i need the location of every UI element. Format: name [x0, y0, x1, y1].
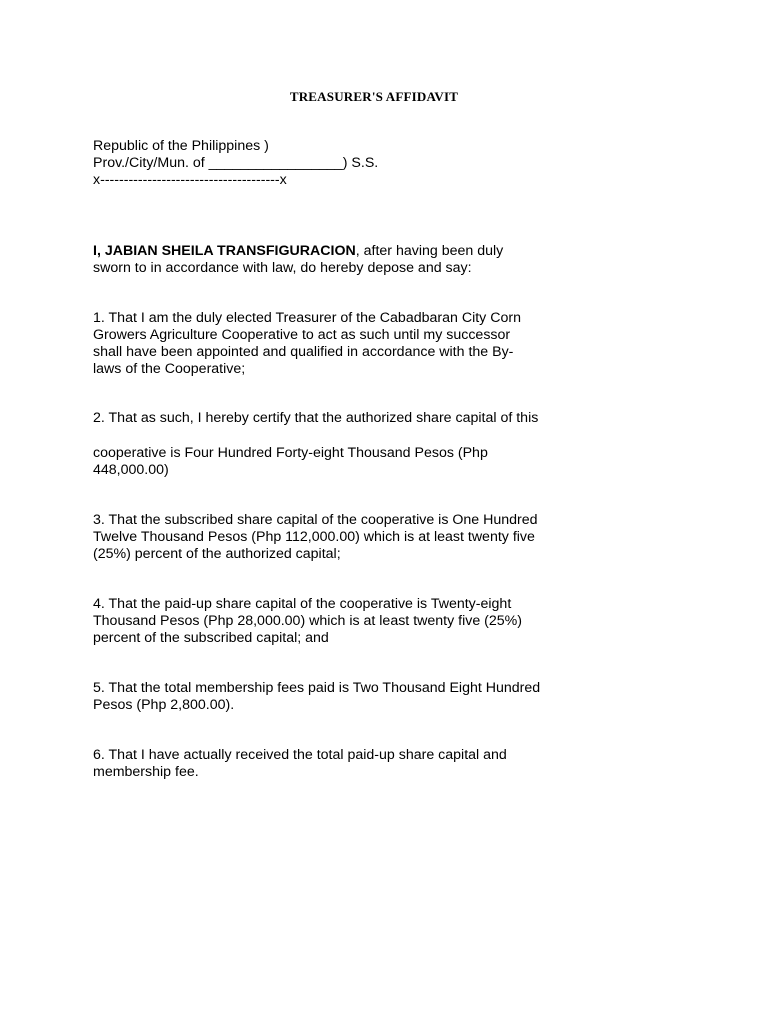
paragraph-1-line: shall have been appointed and qualified in accordance with the By- — [93, 344, 514, 360]
venue-line-2: Prov./City/Mun. of _________________) S.S. — [93, 155, 379, 171]
paragraph-3-line: Twelve Thousand Pesos (Php 112,000.00) which is at least twenty five — [93, 529, 535, 545]
intro-line-2: sworn to in accordance with law, do hereby depose and say: — [93, 260, 472, 276]
paragraph-6-line: membership fee. — [93, 764, 199, 780]
paragraph-5-line: Pesos (Php 2,800.00). — [93, 697, 235, 713]
intro-paragraph — [93, 243, 593, 277]
intro-line-1-rest: , after having been duly — [355, 243, 504, 259]
paragraph-5-line: 5. That the total membership fees paid is Two Thousand Eight Hundred — [93, 680, 541, 696]
venue-line-3: x--------------------------------------x — [93, 172, 287, 188]
paragraph-4-line: percent of the subscribed capital; and — [93, 630, 329, 646]
affiant-name: I, JABIAN SHEILA TRANSFIGURACION — [93, 243, 356, 259]
venue-block — [93, 138, 593, 189]
paragraph-2-line: 448,000.00) — [93, 462, 169, 478]
paragraph-4-line: Thousand Pesos (Php 28,000.00) which is at least twenty five (25%) — [93, 613, 523, 629]
paragraph-3-line: (25%) percent of the authorized capital; — [93, 546, 341, 562]
paragraph-5 — [93, 680, 593, 714]
paragraph-6-line: 6. That I have actually received the total paid-up share capital and — [93, 747, 507, 763]
paragraph-2-continued — [93, 445, 593, 479]
paragraph-2-first-line — [93, 410, 593, 427]
paragraph-1-line: Growers Agriculture Cooperative to act as such until my successor — [93, 327, 511, 343]
paragraph-2-line: 2. That as such, I hereby certify that the authorized share capital of this — [93, 410, 539, 426]
paragraph-4-line: 4. That the paid-up share capital of the cooperative is Twenty-eight — [93, 596, 512, 612]
paragraph-3 — [93, 512, 593, 563]
paragraph-1-line: 1. That I am the duly elected Treasurer of the Cabadbaran City Corn — [93, 310, 521, 326]
intro-line-1 — [93, 243, 593, 260]
venue-line-1: Republic of the Philippines ) — [93, 138, 269, 154]
paragraph-1-line: laws of the Cooperative; — [93, 361, 246, 377]
paragraph-2-line: cooperative is Four Hundred Forty-eight Thousand Pesos (Php — [93, 445, 488, 461]
paragraph-1 — [93, 310, 593, 378]
paragraph-6 — [93, 747, 593, 781]
document-title: TREASURER'S AFFIDAVIT — [289, 89, 459, 104]
paragraph-4 — [93, 596, 593, 647]
paragraph-3-line: 3. That the subscribed share capital of the cooperative is One Hundred — [93, 512, 538, 528]
